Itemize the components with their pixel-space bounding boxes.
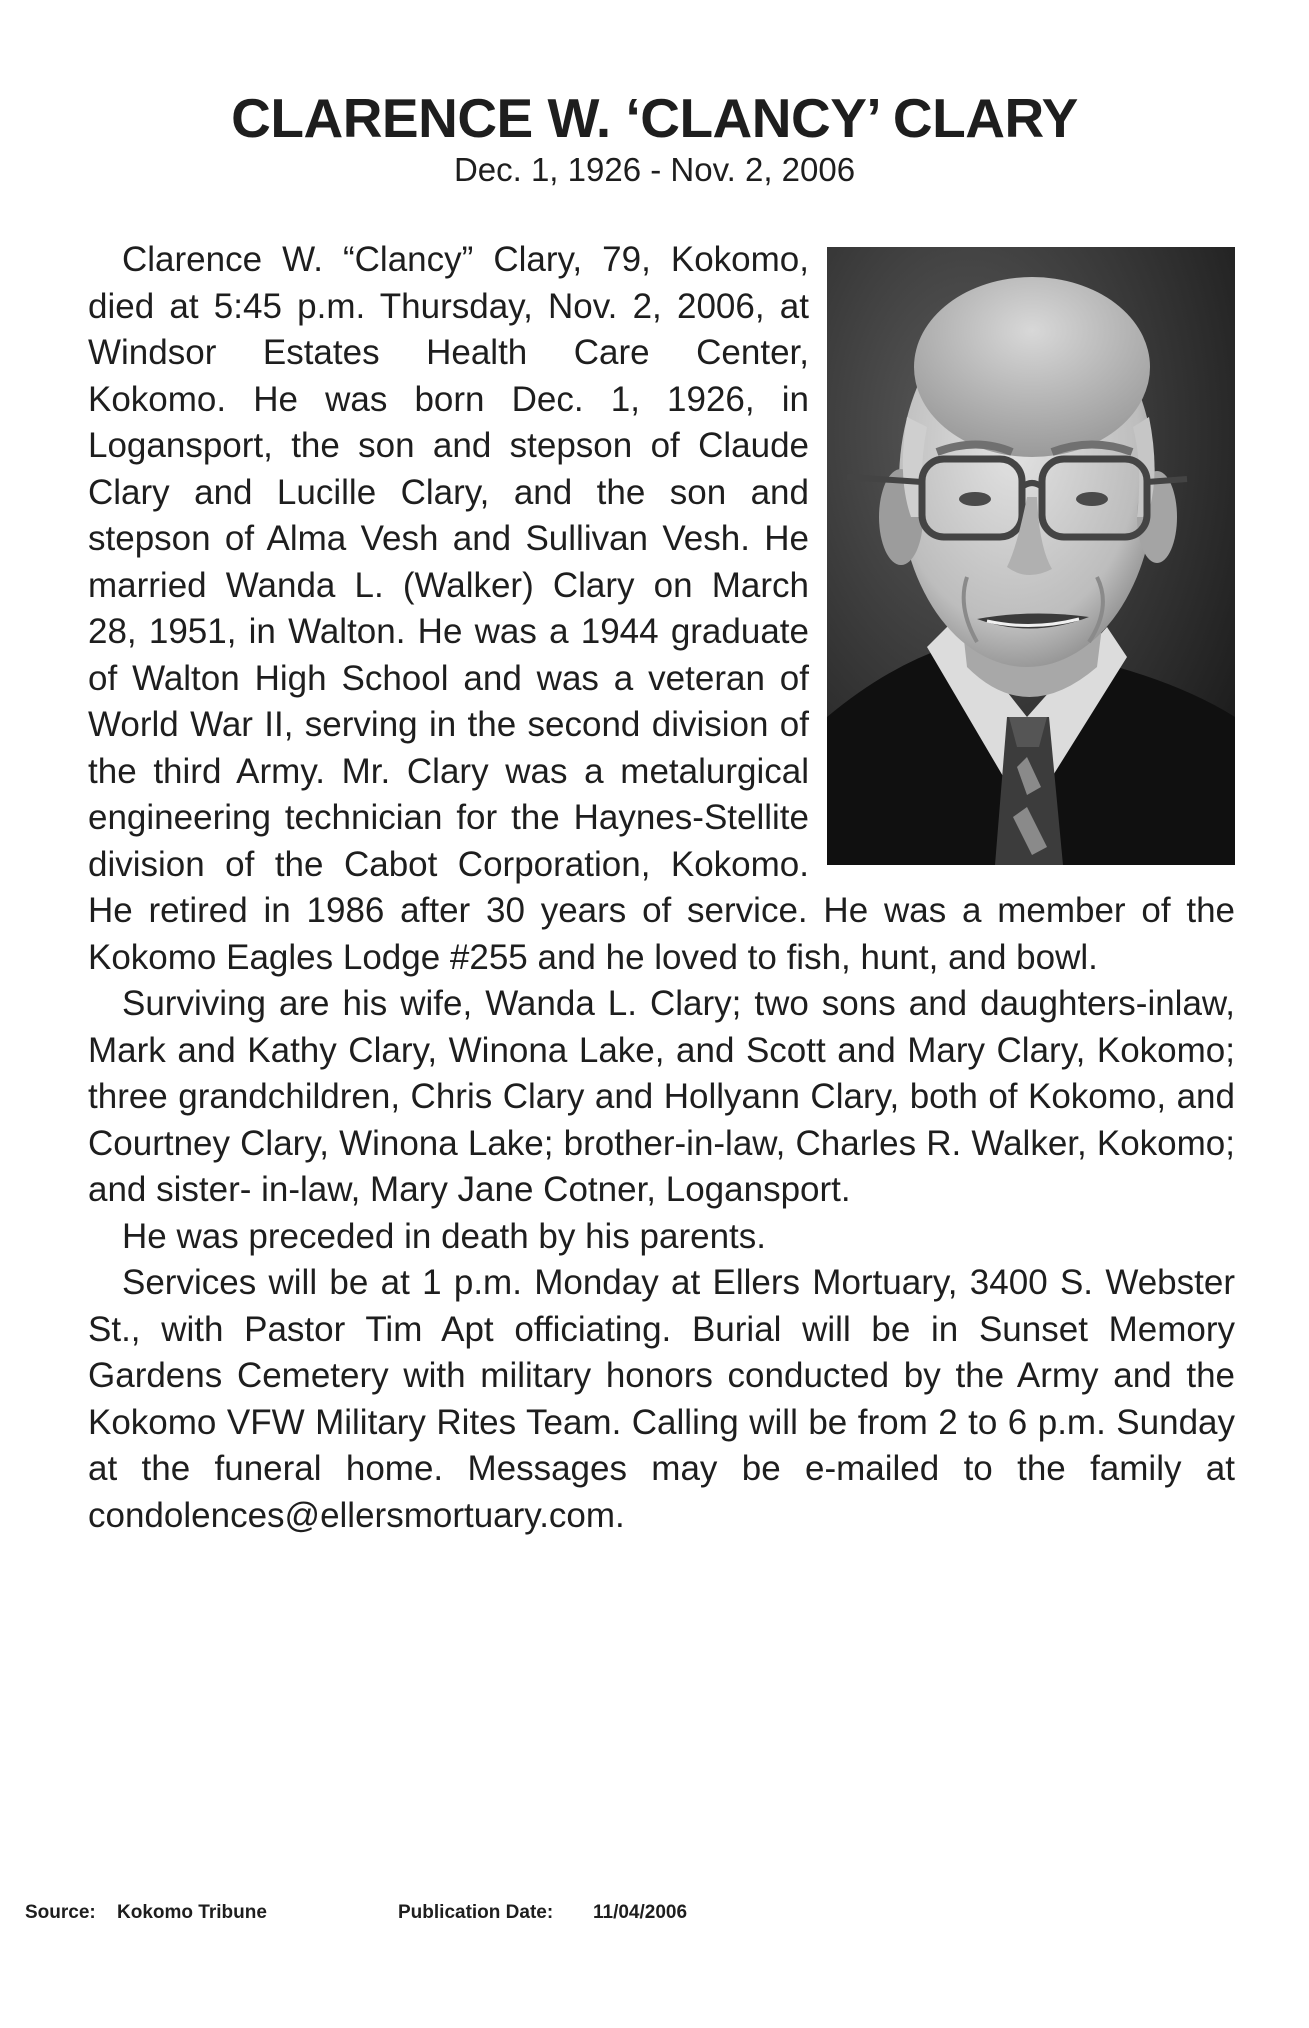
paragraph-biography <box>88 237 1235 981</box>
paragraph-survivors: Surviving are his wife, Wanda L. Clary; two sons and daughters-inlaw, Mark and Kathy Clary, Winona Lake, and Scott and Mary Clary, Kokomo; three grandchildren, Chris Clary and Hollyann Clary, both of Kokomo, and Courtney Clary, Winona Lake; brother-in-law, Charles R. Walker, Kokomo; and sister- in-law, Mary Jane Cotner, Logansport. <box>88 984 1235 1209</box>
obituary-body <box>88 237 1235 1539</box>
portrait-illustration <box>827 247 1235 865</box>
pubdate-value: 11/04/2006 <box>593 1902 688 1923</box>
source-value: Kokomo Tribune <box>117 1902 267 1923</box>
paragraph-services: Services will be at 1 p.m. Monday at Ellers Mortuary, 3400 S. Webster St., with Pastor Tim Apt officiating. Burial will be in Sunset Memory Gardens Cemetery with military honors conducted by the Army and the Kokomo VFW Military Rites Team. Calling will be from 2 to 6 p.m. Sunday at the funeral home. Messages may be e-mailed to the family at condolences@ellersmortuary.com. <box>88 1263 1235 1535</box>
source-label: Source: <box>25 1902 96 1923</box>
paragraph-preceded: He was preceded in death by his parents. <box>122 1216 766 1256</box>
obituary-title: CLARENCE W. ‘CLANCY’ CLARY <box>231 87 1078 149</box>
paragraph-text: Clarence W. “Clancy” Clary, 79, Kokomo, died at 5:45 p.m. Thursday, Nov. 2, 2006, at Windsor Estates Health Care Center, Kokomo. He was born Dec. 1, 1926, in Logansport, the son and stepson of Claude Clary and Lucille Clary, and the son and stepson of Alma Vesh and Sullivan Vesh. He married Wanda L. (Walker) Clary on March 28, 1951, in Walton. He was a 1944 graduate of Walton High School and was a veteran of World War II, serving in the second division of the third Army. Mr. Clary was a metalurgical engineering technician for the Haynes-Stellite division of the Cabot Corporation, Kokomo. He retired in 1986 after 30 years of service. He was a member of the Kokomo Eagles Lodge #255 and he loved to fish, hunt, and bowl. <box>88 240 1235 977</box>
portrait-photo <box>827 247 1235 865</box>
pubdate-label: Publication Date: <box>398 1902 554 1923</box>
life-dates: Dec. 1, 1926 - Nov. 2, 2006 <box>453 151 856 188</box>
